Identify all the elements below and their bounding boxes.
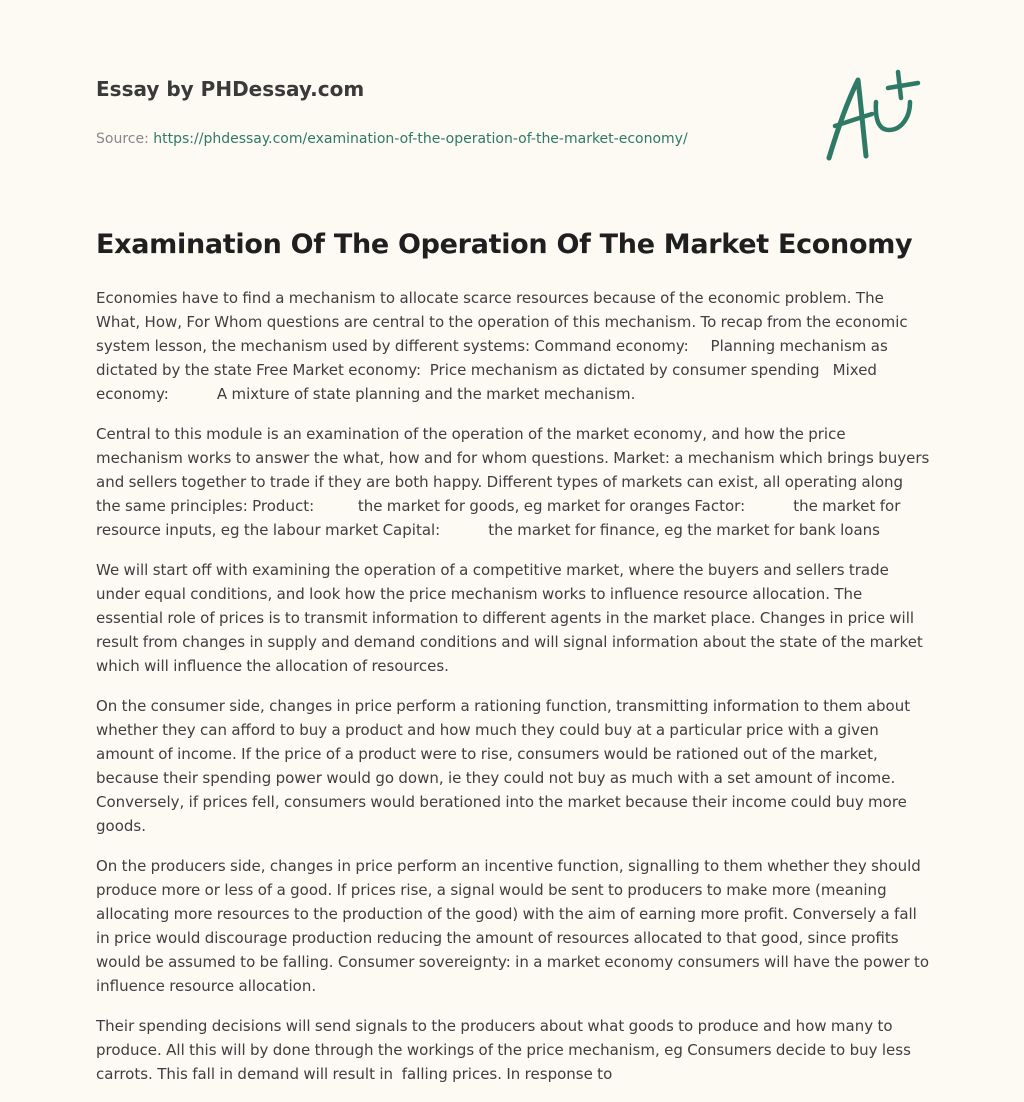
essay-paragraph: Central to this module is an examination of the operation of the market economy, and how the price mechanism works to answer the what, how and for whom questions. Market: a mechanism which brings buyers and sellers together to trade if they are both happy. Different types of markets can exist, all operating along the same principles: Product: the market for goods, eg market for oranges Factor: the market for resource inputs, eg the labour market Capital: the market for finance, eg the market for bank loans xyxy=(96,425,934,539)
a-plus-logo xyxy=(818,66,930,166)
site-brand: Essay by PHDessay.com xyxy=(96,77,365,101)
essay-title: Examination Of The Operation Of The Market Economy xyxy=(96,229,913,260)
essay-paragraph: On the consumer side, changes in price perform a rationing function, transmitting information to them about whether they can afford to buy a product and how much they could buy at a particular price with a given amount of income. If the price of a product were to rise, consumers would be rationed out of the market, because their spending power would go down, ie they could not buy as much with a set amount of income. Conversely, if prices fell, consumers would berationed into the market because their income could buy more goods. xyxy=(96,697,915,835)
source-line xyxy=(96,129,796,149)
source-link[interactable]: https://phdessay.com/examination-of-the-operation-of-the-market-economy/ xyxy=(153,131,688,147)
essay-paragraph: Their spending decisions will send signals to the producers about what goods to produce and how many to produce. All this will by done through the workings of the price mechanism, eg Consumers decide to buy less carrots. This fall in demand will result in falling prices. In response to xyxy=(96,1017,916,1083)
a-plus-icon xyxy=(818,66,930,166)
essay-paragraph: On the producers side, changes in price perform an incentive function, signalling to them whether they should produce more or less of a good. If prices rise, a signal would be sent to producers to make more (meaning allocating more resources to the production of the good) with the aim of earning more profit. Conversely a fall in price would discourage production reducing the amount of resources allocated to that good, since profits would be assumed to be falling. Consumer sovereignty: in a market economy consumers will have the power to influence resource allocation. xyxy=(96,857,934,995)
essay-paragraph: Economies have to find a mechanism to allocate scarce resources because of the economic problem. The What, How, For Whom questions are central to the operation of this mechanism. To recap from the economic system lesson, the mechanism used by different systems: Command economy: Planning mechanism as dictated by the state Free Market economy: Price mechanism as dictated by consumer spending Mixed economy: A mixture of state planning and the market mechanism. xyxy=(96,289,913,403)
source-label: Source: xyxy=(96,131,154,147)
essay-body xyxy=(96,286,932,1102)
essay-header xyxy=(96,74,796,149)
essay-paragraph: We will start off with examining the operation of a competitive market, where the buyers and sellers trade under equal conditions, and look how the price mechanism works to influence resource allocation. The essential role of prices is to transmit information to different agents in the market place. Changes in price will result from changes in supply and demand conditions and will signal information about the state of the market which will influence the allocation of resources. xyxy=(96,561,928,675)
